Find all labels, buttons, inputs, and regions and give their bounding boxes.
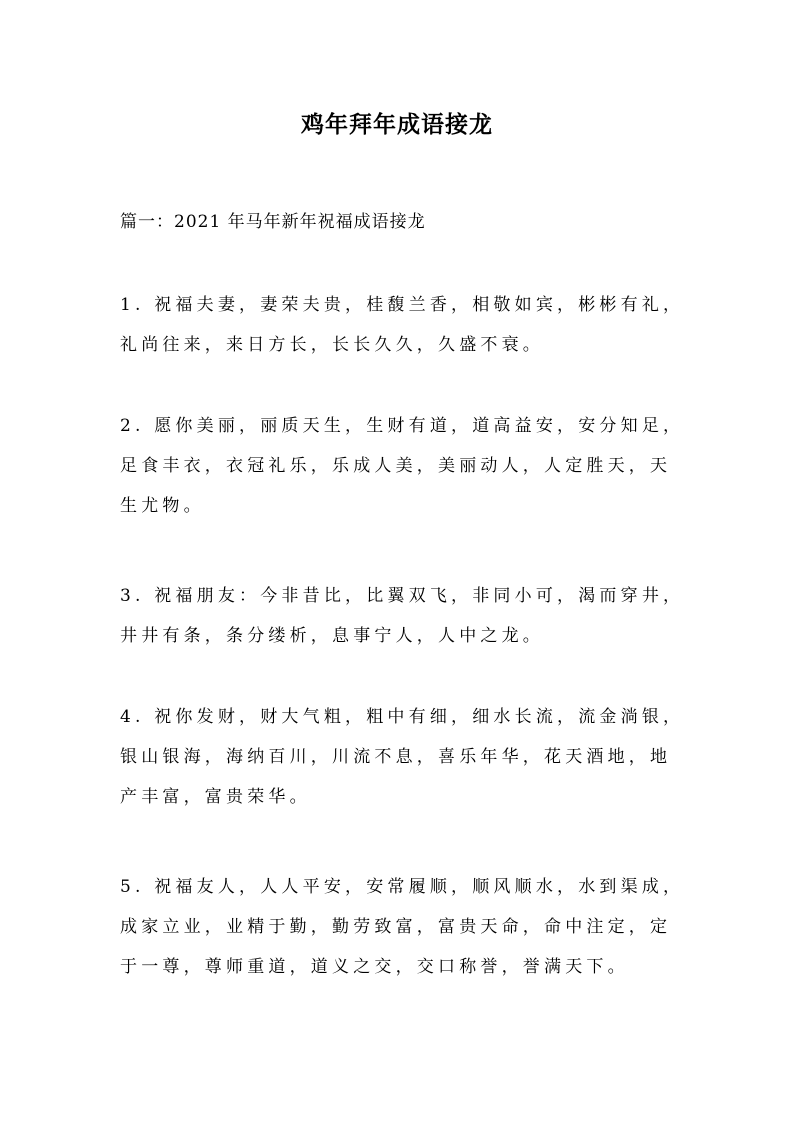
idiom-chain-item-2 (120, 406, 690, 526)
paragraph-line: 生尤物。 (120, 496, 205, 516)
idiom-chain-item-3 (120, 576, 690, 656)
paragraph-line: 井井有条，条分缕析，息事宁人，人中之龙。 (120, 626, 544, 646)
section-heading: 篇一：2021 年马年新年祝福成语接龙 (120, 212, 426, 232)
paragraph-line: 3. 祝福朋友：今非昔比，比翼双飞，非同小可，渴而穿井， (120, 586, 685, 606)
page-title: 鸡年拜年成语接龙 (301, 112, 493, 138)
paragraph-line: 产丰富，富贵荣华。 (120, 787, 311, 807)
paragraph-line: 2. 愿你美丽，丽质天生，生财有道，道高益安，安分知足， (120, 416, 685, 436)
paragraph-line: 成家立业，业精于勤，勤劳致富，富贵天命，命中注定，定 (120, 917, 672, 937)
paragraph-line: 于一尊，尊师重道，道义之交，交口称誉，誉满天下。 (120, 957, 629, 977)
idiom-chain-item-5 (120, 867, 690, 987)
idiom-chain-item-1 (120, 285, 690, 365)
paragraph-line: 银山银海，海纳百川，川流不息，喜乐年华，花天酒地，地 (120, 747, 672, 767)
idiom-chain-item-4 (120, 697, 690, 817)
paragraph-line: 1. 祝福夫妻，妻荣夫贵，桂馥兰香，相敬如宾，彬彬有礼， (120, 295, 685, 315)
paragraph-line: 5. 祝福友人，人人平安，安常履顺，顺风顺水，水到渠成， (120, 877, 685, 897)
paragraph-line: 4. 祝你发财，财大气粗，粗中有细，细水长流，流金淌银， (120, 707, 685, 727)
paragraph-line: 礼尚往来，来日方长，长长久久，久盛不衰。 (120, 335, 544, 355)
paragraph-line: 足食丰衣，衣冠礼乐，乐成人美，美丽动人，人定胜天，天 (120, 456, 672, 476)
